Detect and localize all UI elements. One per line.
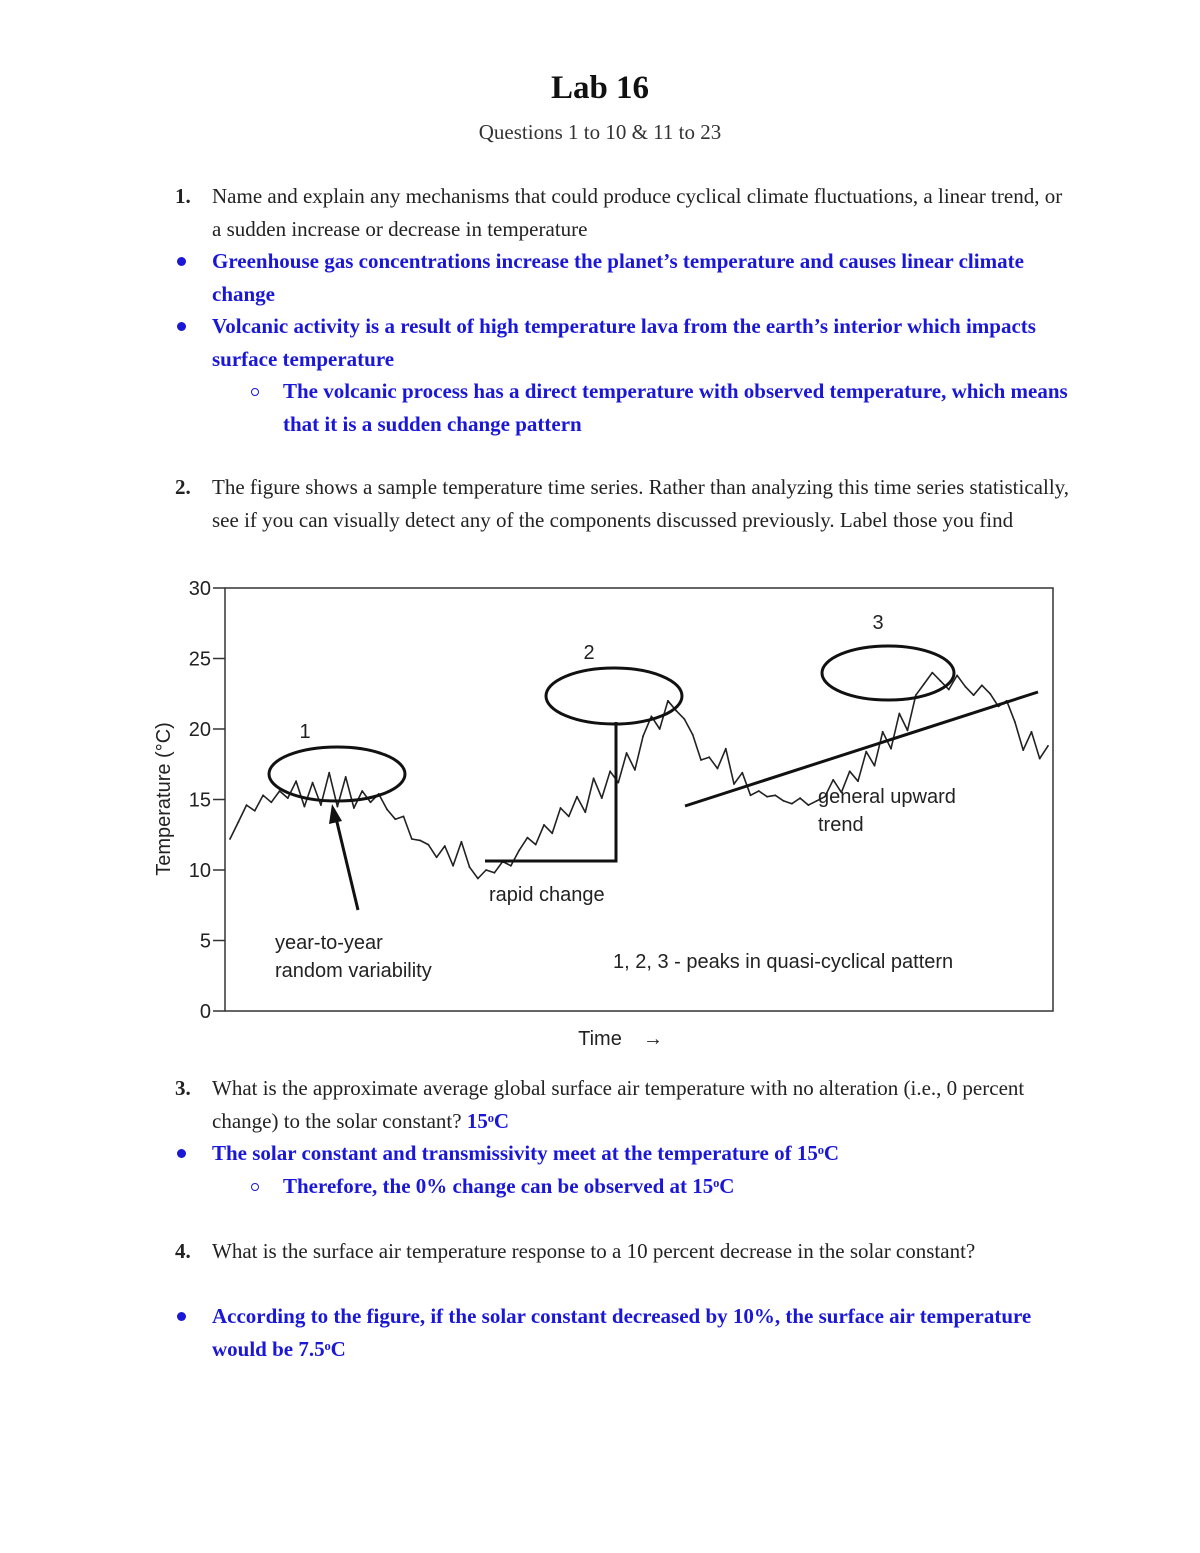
data-point — [593, 777, 595, 779]
question-number: 3. — [175, 1076, 191, 1100]
data-point — [461, 841, 463, 843]
y-axis-label: Temperature (°C) — [153, 722, 175, 876]
question-2 — [175, 471, 1075, 536]
data-point — [510, 865, 512, 867]
data-point — [609, 770, 611, 772]
x-axis-label: Time — [578, 1028, 622, 1050]
question-text: What is the surface air temperature response to a 10 percent decrease in the solar constant? — [212, 1239, 976, 1263]
peak-3-label: 3 — [872, 612, 884, 634]
answer-sub-bullet — [246, 1170, 1076, 1203]
answer-text: The volcanic process has a direct temperature with observed temperature, which means that it is a sudden change pattern — [283, 379, 1068, 436]
data-point — [427, 844, 429, 846]
data-point — [774, 794, 776, 796]
bullet-icon — [177, 1149, 186, 1158]
data-point — [717, 768, 719, 770]
data-point — [865, 751, 867, 753]
random-variability-arrow — [336, 818, 358, 910]
y-tick-label: 5 — [199, 930, 211, 953]
bullet-icon — [177, 257, 186, 266]
y-tick-label: 15 — [188, 789, 211, 812]
data-point — [700, 759, 702, 761]
data-point — [915, 694, 917, 696]
question-text — [212, 1072, 1075, 1137]
data-point — [254, 810, 256, 812]
data-point — [907, 730, 909, 732]
data-point — [965, 686, 967, 688]
data-point — [527, 837, 529, 839]
data-point — [262, 794, 264, 796]
data-point — [766, 796, 768, 798]
answer-text: According to the figure, if the solar constant decreased by 10%, the surface air temperature would be 7.5ᵒC — [212, 1304, 1032, 1361]
peak-2-ellipse — [546, 668, 682, 724]
data-point — [370, 801, 372, 803]
data-point — [617, 782, 619, 784]
data-point — [345, 776, 347, 778]
series-layer — [229, 672, 1049, 880]
data-point — [576, 796, 578, 798]
question-text-body: What is the approximate average global surface air temperature with no alteration (i.e., 0 percent change) to the solar constant? — [212, 1076, 1025, 1133]
data-point — [750, 794, 752, 796]
peak-3-ellipse — [822, 646, 954, 700]
data-point — [584, 811, 586, 813]
question-number: 4. — [175, 1239, 191, 1263]
answer-bullet — [175, 1137, 1075, 1170]
data-point — [1031, 731, 1033, 733]
data-point — [353, 807, 355, 809]
data-point — [675, 710, 677, 712]
answer-text: The solar constant and transmissivity meet at the temperature of 15ᵒC — [212, 1141, 840, 1165]
data-point — [783, 800, 785, 802]
data-point — [419, 840, 421, 842]
data-point — [799, 797, 801, 799]
bullet-icon — [177, 1312, 186, 1321]
data-point — [940, 680, 942, 682]
answer-bullet — [175, 245, 1075, 310]
data-point — [832, 779, 834, 781]
data-point — [452, 865, 454, 867]
data-point — [560, 807, 562, 809]
data-point — [1047, 745, 1049, 747]
answer-text: Volcanic activity is a result of high temperature lava from the earth’s interior which impacts surface temperature — [212, 314, 1036, 371]
bullet-icon — [177, 322, 186, 331]
data-point — [229, 838, 231, 840]
peaks-label: 1, 2, 3 - peaks in quasi-cyclical pattern — [613, 951, 954, 973]
data-point — [725, 748, 727, 750]
data-point — [791, 803, 793, 805]
data-point — [312, 782, 314, 784]
data-point — [651, 715, 653, 717]
y-tick-label: 25 — [188, 648, 211, 671]
time-arrow-icon: → — [643, 1028, 663, 1050]
rapid-change-pointer — [485, 722, 616, 861]
data-point — [469, 866, 471, 868]
answer-text: Greenhouse gas concentrations increase the planet’s temperature and causes linear climate change — [212, 249, 1024, 306]
question-number: 2. — [175, 475, 191, 499]
data-point — [601, 797, 603, 799]
data-point — [436, 856, 438, 858]
data-point — [568, 816, 570, 818]
question-4 — [175, 1235, 1075, 1268]
data-point — [741, 772, 743, 774]
data-point — [518, 849, 520, 851]
data-point — [659, 728, 661, 730]
y-tick-label: 30 — [188, 578, 211, 600]
random-variability-label: year-to-year random variability — [275, 932, 432, 982]
data-point — [989, 693, 991, 695]
data-point — [626, 752, 628, 754]
page-title: Lab 16 — [550, 70, 650, 106]
data-point — [898, 713, 900, 715]
data-point — [246, 804, 248, 806]
answer-bullet — [175, 1300, 1075, 1365]
question-1 — [175, 180, 1075, 245]
data-point — [535, 844, 537, 846]
data-point — [328, 772, 330, 774]
data-point — [733, 783, 735, 785]
data-point — [634, 769, 636, 771]
temperature-time-series-chart — [145, 570, 1075, 1060]
data-point — [237, 821, 239, 823]
data-point — [494, 872, 496, 874]
data-point — [956, 675, 958, 677]
peak-2-label: 2 — [583, 642, 595, 664]
temperature-series-line — [230, 673, 1048, 879]
data-point — [485, 869, 487, 871]
data-point — [287, 797, 289, 799]
data-point — [931, 672, 933, 674]
data-point — [394, 818, 396, 820]
peak-1-label: 1 — [299, 721, 311, 743]
data-point — [692, 734, 694, 736]
question-text: The figure shows a sample temperature time series. Rather than analyzing this time series statistically, see if you can visually detect any of the components discussed previously. Label those you find — [212, 475, 1070, 532]
data-point — [403, 816, 405, 818]
y-tick-label: 20 — [188, 719, 211, 741]
question-3 — [175, 1072, 1075, 1137]
data-point — [808, 804, 810, 806]
data-point — [411, 838, 413, 840]
data-point — [304, 806, 306, 808]
data-point — [295, 780, 297, 782]
data-point — [667, 700, 669, 702]
data-point — [270, 801, 272, 803]
data-point — [849, 770, 851, 772]
inline-answer: 15ᵒC — [466, 1108, 510, 1133]
answer-bullet — [175, 310, 1075, 375]
data-point — [857, 780, 859, 782]
circle-bullet-icon — [251, 388, 259, 396]
data-point — [551, 832, 553, 834]
data-point — [1039, 758, 1041, 760]
rapid-change-label: rapid change — [489, 884, 605, 906]
y-axis — [189, 578, 225, 1023]
data-point — [882, 731, 884, 733]
data-point — [981, 684, 983, 686]
answer-sub-bullet — [246, 375, 1076, 440]
data-point — [1022, 749, 1024, 751]
data-point — [337, 806, 339, 808]
data-point — [386, 809, 388, 811]
y-tick-label: 10 — [188, 860, 211, 882]
data-point — [973, 694, 975, 696]
peak-1-ellipse — [269, 747, 405, 801]
question-number: 1. — [175, 184, 191, 208]
data-point — [948, 689, 950, 691]
circle-bullet-icon — [251, 1183, 259, 1191]
arrow-head-icon — [329, 804, 342, 824]
trend-label: general upward trend — [818, 786, 956, 836]
data-point — [543, 824, 545, 826]
question-text: Name and explain any mechanisms that could produce cyclical climate fluctuations, a linear trend, or a sudden increase or decrease in temperature — [212, 184, 1063, 241]
data-point — [444, 845, 446, 847]
data-point — [1014, 721, 1016, 723]
data-point — [758, 790, 760, 792]
y-tick-label: 0 — [199, 1001, 211, 1023]
data-point — [708, 756, 710, 758]
data-point — [642, 735, 644, 737]
data-point — [890, 748, 892, 750]
data-point — [684, 718, 686, 720]
data-point — [874, 765, 876, 767]
data-point — [923, 683, 925, 685]
data-point — [320, 804, 322, 806]
data-point — [361, 790, 363, 792]
page-subtitle: Questions 1 to 10 & 11 to 23 — [478, 120, 722, 144]
answer-text: Therefore, the 0% change can be observed at 15ᵒC — [283, 1174, 735, 1198]
data-point — [477, 878, 479, 880]
